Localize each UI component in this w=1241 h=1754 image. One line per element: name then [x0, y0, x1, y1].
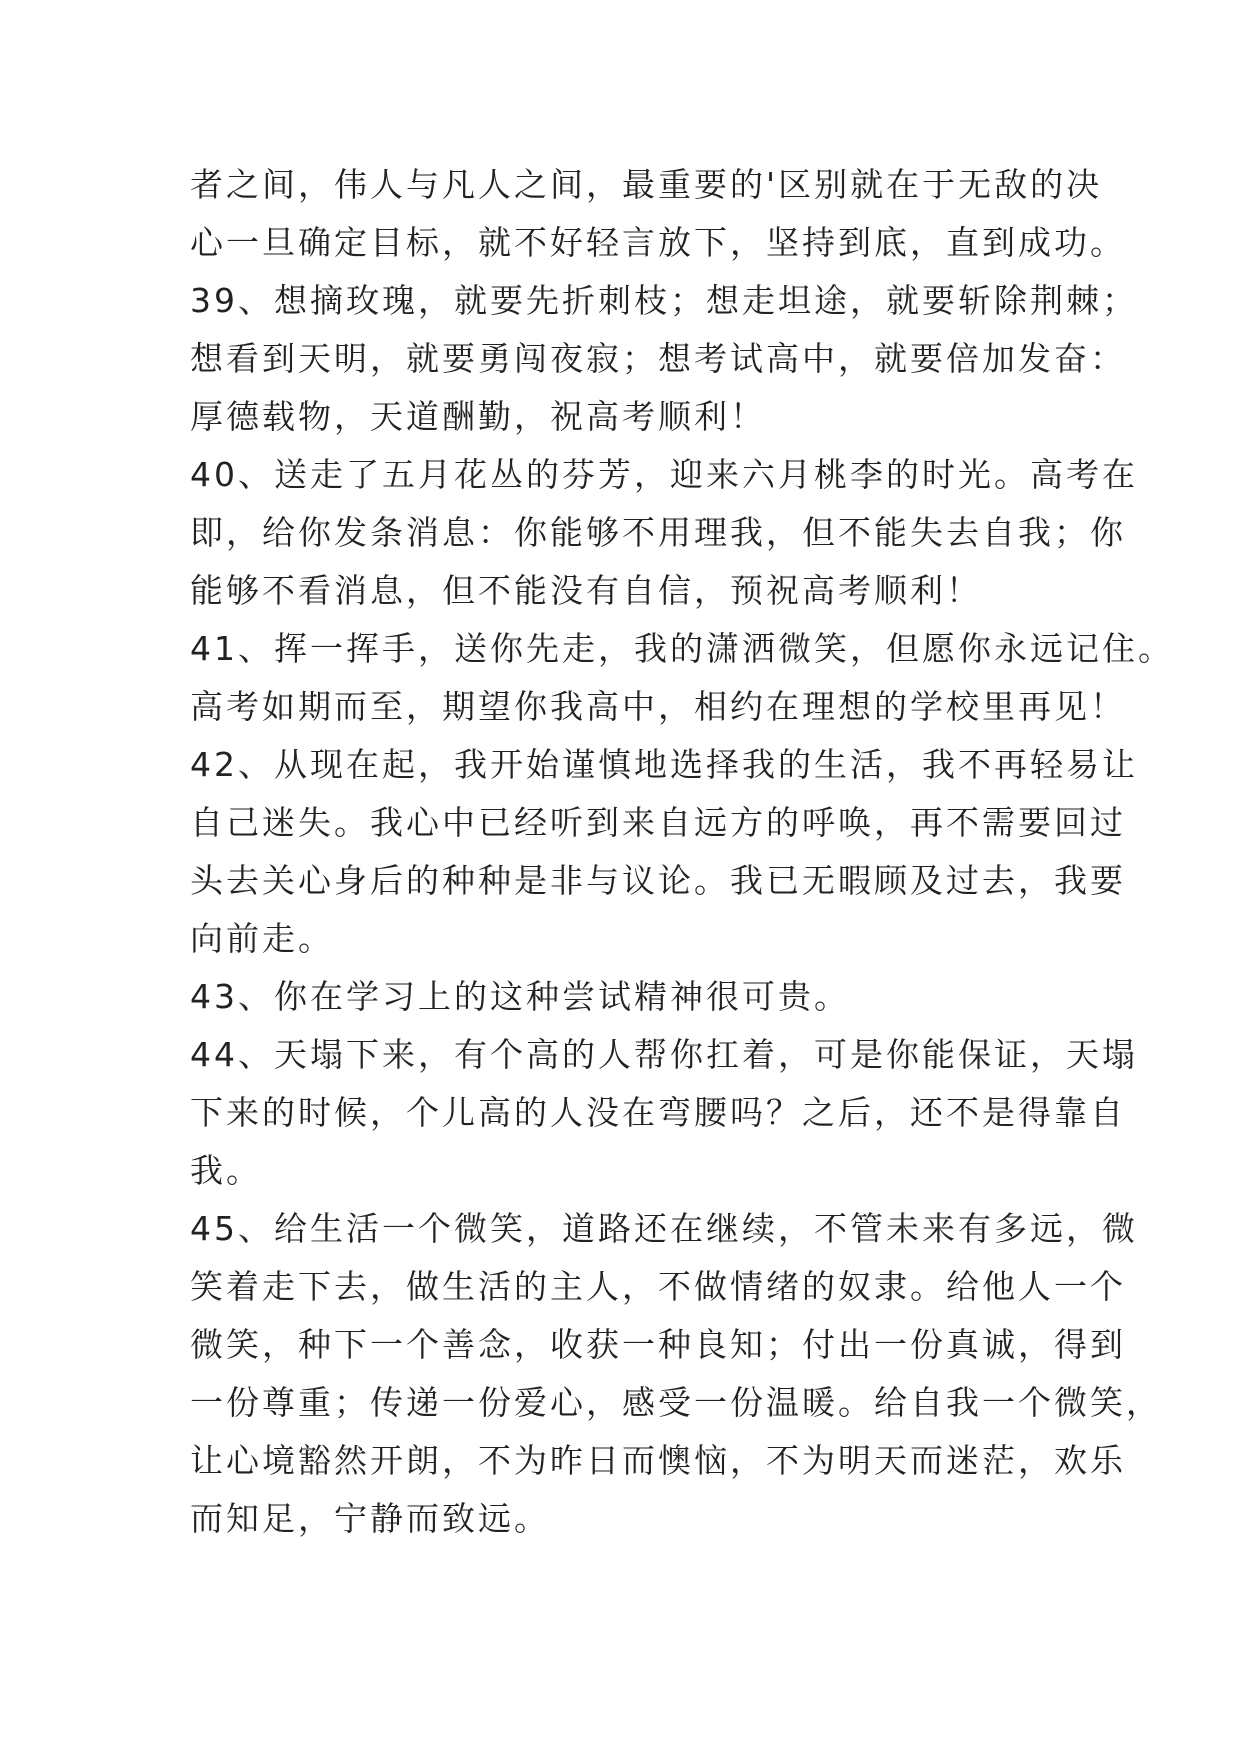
- text-line: 44、天塌下来，有个高的人帮你扛着，可是你能保证，天塌: [190, 1035, 1138, 1074]
- text-line: 心一旦确定目标，就不好轻言放下，坚持到底，直到成功。: [190, 223, 1126, 262]
- text-line: 让心境豁然开朗，不为昨日而懊恼，不为明天而迷茫，欢乐: [190, 1441, 1126, 1480]
- text-line: 能够不看消息，但不能没有自信，预祝高考顺利！: [190, 571, 982, 610]
- text-line: 向前走。: [190, 919, 334, 958]
- text-line: 43、你在学习上的这种尝试精神很可贵。: [190, 977, 850, 1016]
- text-line: 40、送走了五月花丛的芬芳，迎来六月桃李的时光。高考在: [190, 455, 1138, 494]
- text-line: 下来的时候，个儿高的人没在弯腰吗？之后，还不是得靠自: [190, 1093, 1126, 1132]
- text-line: 者之间，伟人与凡人之间，最重要的'区别就在于无敌的决: [190, 165, 1103, 204]
- text-line: 而知足，宁静而致远。: [190, 1499, 550, 1538]
- text-line: 想看到天明，就要勇闯夜寂；想考试高中，就要倍加发奋：: [190, 339, 1126, 378]
- text-line: 45、给生活一个微笑，道路还在继续，不管未来有多远，微: [190, 1209, 1138, 1248]
- text-line: 我。: [190, 1151, 262, 1190]
- text-line: 厚德载物，天道酬勤，祝高考顺利！: [190, 397, 766, 436]
- document-body: [190, 156, 1174, 1548]
- text-line: 42、从现在起，我开始谨慎地选择我的生活，我不再轻易让: [190, 745, 1138, 784]
- text-line: 一份尊重；传递一份爱心，感受一份温暖。给自我一个微笑，: [190, 1383, 1162, 1422]
- text-line: 头去关心身后的种种是非与议论。我已无暇顾及过去，我要: [190, 861, 1126, 900]
- text-line: 笑着走下去，做生活的主人，不做情绪的奴隶。给他人一个: [190, 1267, 1126, 1306]
- text-line: 即，给你发条消息：你能够不用理我，但不能失去自我；你: [190, 513, 1126, 552]
- text-line: 自己迷失。我心中已经听到来自远方的呼唤，再不需要回过: [190, 803, 1126, 842]
- text-line: 39、想摘玫瑰，就要先折刺枝；想走坦途，就要斩除荆棘；: [190, 281, 1138, 320]
- text-line: 微笑，种下一个善念，收获一种良知；付出一份真诚，得到: [190, 1325, 1126, 1364]
- text-line: 高考如期而至，期望你我高中，相约在理想的学校里再见！: [190, 687, 1126, 726]
- text-line: 41、挥一挥手，送你先走，我的潇洒微笑，但愿你永远记住。: [190, 629, 1174, 668]
